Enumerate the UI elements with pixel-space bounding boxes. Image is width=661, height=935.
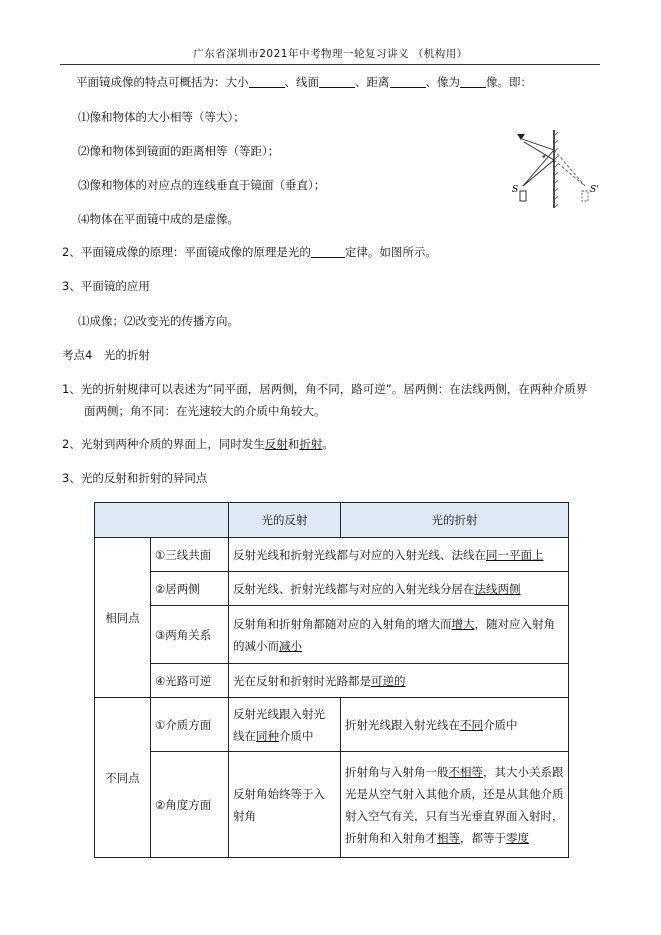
- reflect-content: 反射角始终等于入射角: [229, 752, 341, 858]
- same-label: 相同点: [95, 538, 151, 698]
- page-header: 广东省深圳市2021年中考物理一轮复习讲义 （机构用）: [193, 48, 468, 60]
- same-content: 反射光线、折射光线都与对应的入射光线分居在法线两侧: [229, 572, 569, 606]
- refraction-item2: [62, 436, 334, 452]
- table-row: [95, 698, 569, 752]
- mirror-summary: [76, 74, 532, 90]
- blank: [319, 75, 355, 88]
- label-s-prime: S': [590, 185, 599, 195]
- table-row: [95, 538, 569, 572]
- table-row: [95, 664, 569, 698]
- item2-reflection: 反射: [264, 437, 288, 451]
- header-reflection: 光的反射: [229, 503, 341, 538]
- aspect-cell: ③两角关系: [151, 606, 229, 664]
- blank: [460, 75, 486, 88]
- summary-text: 、线面: [284, 75, 319, 89]
- label-s: S: [512, 185, 519, 195]
- same-content: 光在反射和折射时光路都是可逆的: [229, 664, 569, 698]
- same-content: 反射光线和折射光线都与对应的入射光线、法线在同一平面上: [229, 538, 569, 572]
- application-title: 3、平面镜的应用: [62, 279, 150, 293]
- header-refraction: 光的折射: [341, 503, 569, 538]
- table-row: [95, 572, 569, 606]
- ray-arrow: [542, 155, 546, 158]
- aspect-cell: ②角度方面: [151, 752, 229, 858]
- refraction-law-line2: 面两侧；角不同：在光速较大的介质中角较大。: [84, 404, 326, 418]
- section-title: 考点4 光的折射: [62, 348, 150, 362]
- candle-image: [582, 191, 588, 201]
- refraction-item3: 3、光的反射和折射的异同点: [62, 471, 208, 485]
- blank: [249, 75, 285, 88]
- comparison-table: [94, 502, 569, 858]
- candle-object: [520, 191, 526, 201]
- header-rule: [60, 64, 600, 65]
- summary-text: 、像为: [425, 75, 460, 89]
- reflect-content: 反射光线跟入射光线在同种介质中: [229, 698, 341, 752]
- refract-content: 折射光线跟入射光线在不同介质中: [341, 698, 569, 752]
- aspect-cell: ④光路可逆: [151, 664, 229, 698]
- header-cell-empty: [95, 503, 229, 538]
- table-header-row: [95, 503, 569, 538]
- incident-ray: [523, 160, 554, 186]
- application-text: ⑴成像；⑵改变光的传播方向。: [78, 314, 239, 328]
- item2-text: 2、光射到两种介质的界面上，同时发生: [62, 437, 265, 451]
- refraction-law-line1: 1、光的折射规律可以表述为“同平面，居两侧，角不同，路可逆”。居两侧：在法线两侧，在两种介质界: [62, 382, 588, 396]
- mirror-imaging-figure: [508, 128, 600, 210]
- point-2: ⑵像和物体到镜面的距离相等（等距）；: [78, 144, 280, 158]
- table-row: [95, 606, 569, 664]
- diff-label: 不同点: [95, 698, 151, 858]
- point-3: ⑶像和物体的对应点的连线垂直于镜面（垂直）；: [78, 178, 326, 192]
- blank: [311, 245, 345, 258]
- aspect-cell: ②居两侧: [151, 572, 229, 606]
- same-content: 反射角和折射角都随对应的入射角的增大而增大，随对应入射角的减小而减小: [229, 606, 569, 664]
- summary-text: 像。即：: [486, 75, 532, 89]
- aspect-cell: ①介质方面: [151, 698, 229, 752]
- virtual-ray: [554, 150, 585, 186]
- point-1: ⑴像和物体的大小相等（等大）；: [78, 110, 245, 124]
- aspect-cell: ①三线共面: [151, 538, 229, 572]
- refract-content: 折射角与入射角一般不相等，其大小关系跟光是从空气射入其他介质，还是从其他介质射入空气有关，只有当光垂直界面入射时，折射角和入射角才相等，都等于零度: [341, 752, 569, 858]
- summary-text: 、距离: [355, 75, 390, 89]
- item2-text: 和: [287, 437, 300, 451]
- item2-text: 。: [322, 437, 334, 451]
- principle-text: 定律。如图所示。: [344, 245, 437, 259]
- item2-refraction: 折射: [299, 437, 323, 451]
- virtual-ray: [554, 160, 585, 186]
- table-row: [95, 752, 569, 858]
- reflected-ray: [522, 139, 554, 150]
- summary-text: 平面镜成像的特点可概括为：大小: [76, 75, 249, 89]
- incident-ray: [523, 150, 554, 186]
- blank: [390, 75, 426, 88]
- point-4: ⑷物体在平面镜中成的是虚像。: [78, 212, 239, 226]
- principle-text: 2、平面镜成像的原理：平面镜成像的原理是光的: [62, 245, 311, 259]
- mirror-principle: [62, 244, 437, 260]
- eye-icon: [517, 134, 525, 140]
